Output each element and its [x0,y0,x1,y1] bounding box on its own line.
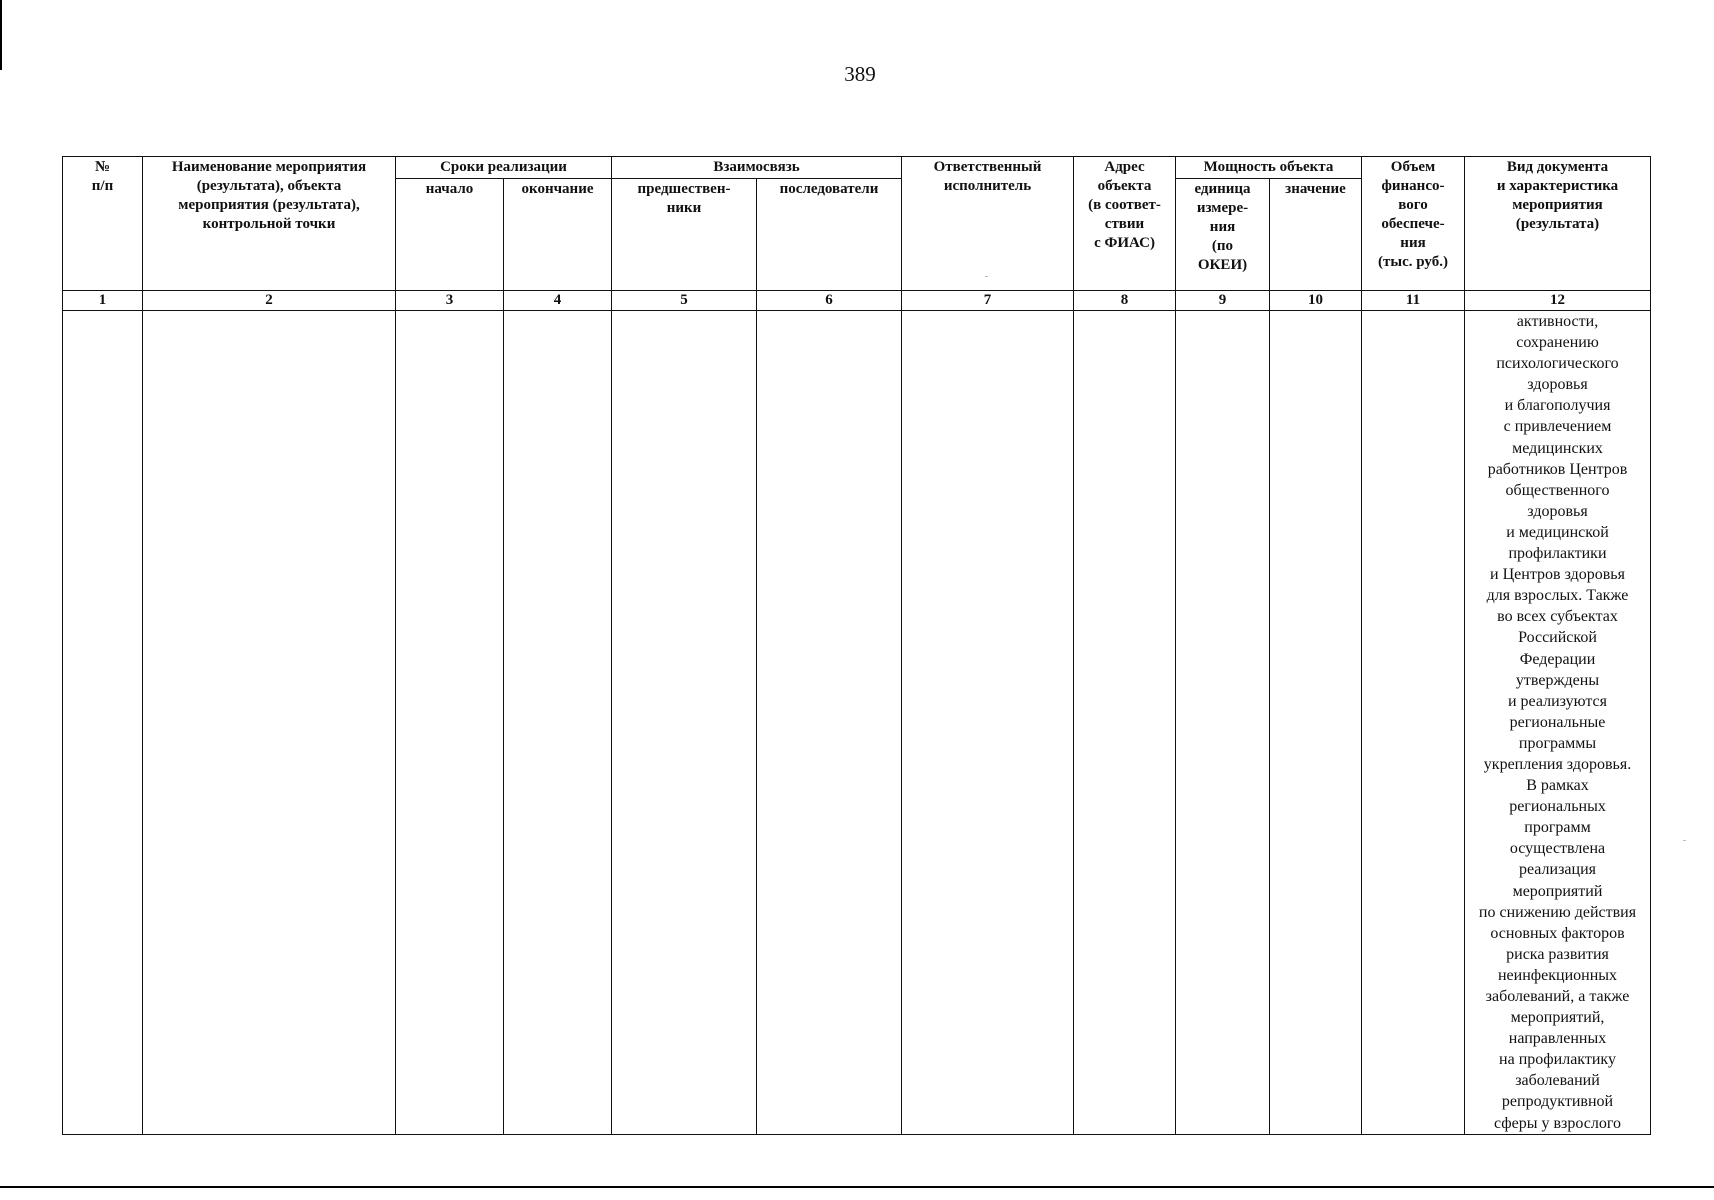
header-col-3 [396,179,504,291]
cell-empty [612,311,757,1135]
text-line: (в соответ- [1088,197,1161,213]
header-col-11 [1362,157,1465,291]
text-line: обеспече- [1381,216,1445,232]
header-col-9 [1176,179,1270,291]
document-description-text [1465,311,1650,1134]
text-line: сферы у взрослого [1493,1114,1622,1132]
column-number-row [63,291,1651,311]
document-table-wrapper [62,156,1651,1135]
text-line: во всех субъектах [1497,608,1618,626]
text-line: ствии [1104,216,1145,232]
text-line: неинфекционных [1497,966,1618,984]
text-line: региональных [1509,798,1606,816]
text-line: ния [1209,219,1236,235]
text-line: общественного [1505,481,1610,499]
cell-empty [1176,311,1270,1135]
column-number: 6 [757,291,902,311]
cell-empty [1270,311,1362,1135]
text-line: профилактики [1508,545,1607,563]
text-line: сохранению [1516,334,1599,352]
text-line: исполнитель [943,178,1032,194]
text-line: реализация [1519,861,1596,879]
header-group-capacity: Мощность объекта [1176,157,1362,179]
header-col-7 [902,157,1074,291]
cell-empty [396,311,504,1135]
text-line: последователи [779,181,879,197]
text-line: мероприятий, [1510,1009,1605,1027]
header-col-5 [612,179,757,291]
column-number: 9 [1176,291,1270,311]
text-line: окончание [521,181,594,197]
text-line: активности, [1516,313,1599,330]
text-line: Ответственный [933,159,1042,175]
column-number: 3 [396,291,504,311]
text-line: (результата) [1515,216,1600,232]
text-line: и реализуются [1507,692,1608,710]
column-number: 10 [1270,291,1362,311]
text-line: здоровья [1527,376,1588,394]
header-group-terms: Сроки реализации [396,157,612,179]
text-line: единица [1194,181,1251,197]
text-line: заболеваний, а также [1485,988,1630,1005]
table-row [63,311,1651,1135]
cell-empty [504,311,612,1135]
header-col-10 [1270,179,1362,291]
text-line: (результата), объекта [196,178,342,194]
cell-empty [902,311,1074,1135]
text-line: № [94,159,111,175]
column-number: 12 [1465,291,1651,311]
page-number: 389 [844,62,876,86]
text-line: с привлечением [1503,418,1612,436]
text-line: осуществлена [1509,840,1606,858]
text-line: ОКЕИ) [1197,257,1248,273]
text-line: репродуктивной [1501,1093,1614,1111]
text-line: объекта [1097,178,1152,194]
text-line: медицинских [1512,439,1603,457]
header-col-4 [504,179,612,291]
header-col-2 [143,157,396,291]
cell-empty [143,311,396,1135]
column-number: 7 [902,291,1074,311]
text-line: работников Центров [1487,460,1628,478]
column-number: 8 [1074,291,1176,311]
header-col-1 [63,157,143,291]
text-line: утверждены [1515,671,1600,689]
page-bottom-edge [0,1186,1714,1188]
scan-speck [1683,840,1686,841]
text-line: (по [1211,238,1234,254]
text-line: программы [1518,734,1597,752]
text-line: измере- [1196,200,1249,216]
text-line: и медицинской [1506,523,1609,541]
text-line: ники [666,200,702,216]
cell-empty [1074,311,1176,1135]
page-left-edge [0,0,2,70]
text-line: с ФИАС) [1094,235,1155,251]
text-line: по снижению действия [1478,903,1637,921]
text-line: В рамках [1526,777,1589,795]
column-number: 4 [504,291,612,311]
text-line: Наименование мероприятия [171,159,367,175]
cell-empty [757,311,902,1135]
column-number: 2 [143,291,396,311]
cell-empty [63,311,143,1135]
text-line: региональные [1509,713,1606,731]
text-line: на профилактику [1499,1051,1616,1069]
cell-empty [1362,311,1465,1135]
text-line: программ [1524,819,1591,837]
text-line: Федерации [1519,650,1596,668]
text-line: здоровья [1527,502,1588,520]
column-number: 5 [612,291,757,311]
column-number: 1 [63,291,143,311]
header-group-link: Взаимосвязь [612,157,902,179]
text-line: заболеваний [1515,1072,1600,1090]
plan-table [62,156,1651,1135]
header-col-12 [1465,157,1651,291]
text-line: направленных [1508,1030,1607,1048]
text-line: Адрес [1104,159,1145,175]
text-line: и Центров здоровья [1490,566,1625,584]
scan-speck [985,276,988,277]
text-line: вого [1398,197,1428,213]
text-line: Российской [1518,629,1597,647]
text-line: Объем [1390,159,1436,175]
text-line: мероприятий [1512,882,1603,900]
text-line: ния [1400,235,1426,251]
text-line: мероприятия [1512,197,1603,213]
text-line: и характеристика [1496,178,1619,194]
text-line: для взрослых. Также [1486,587,1629,605]
text-line: финансо- [1381,178,1445,194]
text-line: мероприятия (результата), [178,197,360,213]
header-col-8 [1074,157,1176,291]
column-number: 11 [1362,291,1465,311]
text-line: контрольной точки [202,216,336,232]
cell-document-description [1465,311,1651,1135]
text-line: п/п [91,178,114,194]
text-line: риска развития [1506,945,1609,963]
text-line: и благополучия [1504,397,1611,415]
text-line: психологического [1496,355,1619,373]
text-line: основных факторов [1490,924,1625,942]
text-line: укрепления здоровья. [1483,755,1632,773]
header-col-6 [757,179,902,291]
text-line: предшествен- [637,181,731,197]
text-line: Вид документа [1506,159,1609,175]
text-line: (тыс. руб.) [1378,254,1448,270]
text-line: значение [1285,181,1346,197]
text-line: начало [425,181,474,197]
